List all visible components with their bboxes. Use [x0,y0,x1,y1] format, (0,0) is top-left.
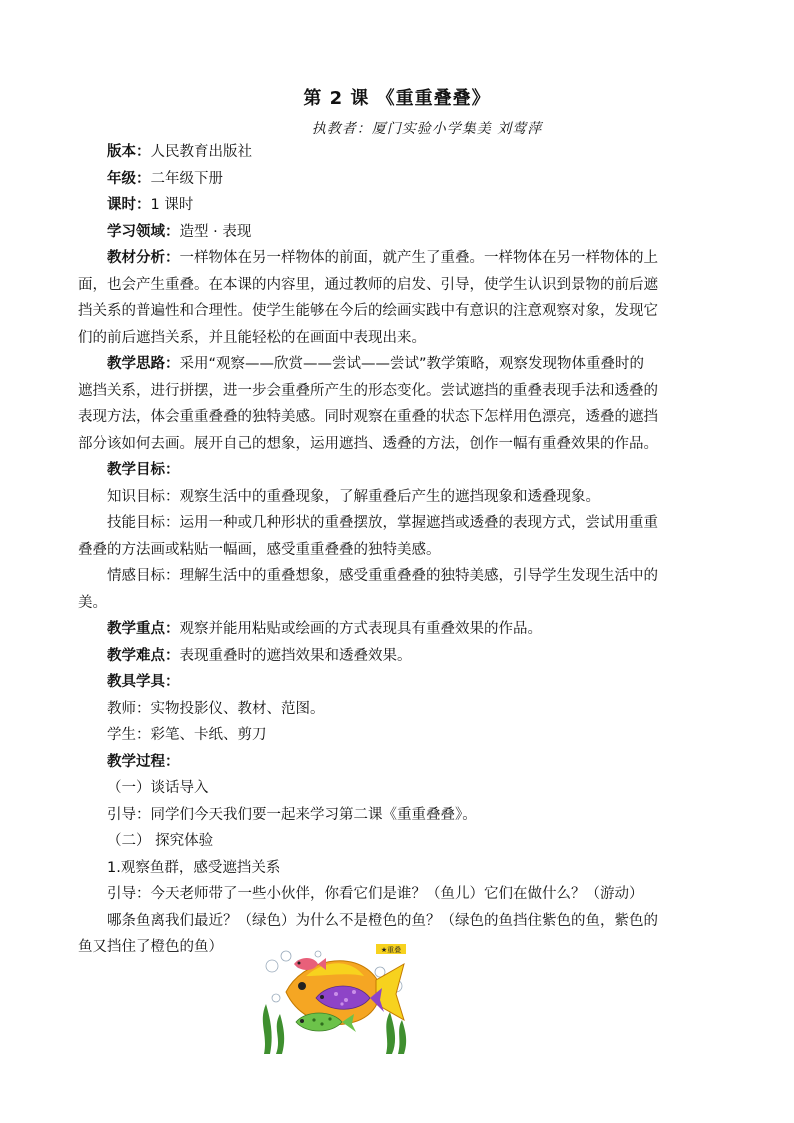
section-label: 教材分析： [107,250,180,266]
meta-domain [107,219,717,246]
section-label: 教学难点： [107,647,180,664]
process-text: 哪条鱼离我们最近？（绿色）为什么不是橙色的鱼？（绿色的鱼挡住紫色的鱼，紫色的 [107,912,658,929]
meta-grade [107,166,717,193]
paragraph-text: 一样物体在另一样物体的前面，就产生了重叠。一样物体在另一样物体的上 [179,250,658,266]
process-step: 1.观察鱼群，感受遮挡关系 [107,859,281,876]
paragraph-text: 表现重叠时的遮挡效果和透叠效果。 [179,647,412,664]
lesson-title: 第 2 课 《重重叠叠》 [303,88,491,109]
process-text: 鱼又挡住了橙色的鱼） [78,939,223,955]
teacher-credit: 执教者：厦门实验小学集美 刘莺萍 [311,121,543,137]
section-label: 教具学具： [107,674,180,690]
lesson-body [78,139,717,961]
paragraph-text: 采用“观察——欣赏——尝试——尝试”教学策略，观察发现物体重叠时的 [179,356,645,372]
meta-value: 二年级下册 [150,170,223,187]
overlapping-fish-illustration [258,942,410,1054]
section-label: 教学重点： [107,621,180,637]
goal-emotion: 情感目标：理解生活中的重叠想象，感受重重叠叠的独特美感，引导学生发现生活中的 [107,568,658,584]
paragraph-text: 面，也会产生重叠。在本课的内容里，通过教师的启发、引导，使学生认识到景物的前后遮 [78,276,658,293]
difficulty-point [107,643,717,670]
paragraph-text: 们的前后遮挡关系，并且能轻松的在画面中表现出来。 [78,329,426,346]
process-text: 引导：今天老师带了一些小伙伴，你看它们是谁？（鱼儿）它们在做什么？（游动） [107,886,644,902]
meta-hours [107,192,717,219]
tools-student: 学生：彩笔、卡纸、剪刀 [107,727,267,743]
process-part-heading: （二） 探究体验 [107,833,214,849]
meta-value: 造型 · 表现 [179,223,252,240]
paragraph-text: 表现方法，体会重重叠叠的独特美感。同时观察在重叠的状态下怎样用色漂亮，透叠的遮挡 [78,409,658,425]
figure-tag-text: ★重叠 [380,946,402,954]
meta-value: 人民教育出版社 [150,144,252,160]
section-label: 教学思路： [107,356,180,372]
meta-value: 1 课时 [150,197,194,213]
goal-skill: 叠叠的方法画或粘贴一幅画，感受重重叠叠的独特美感。 [78,541,441,558]
goal-emotion: 美。 [78,594,107,611]
paragraph-text: 遮挡关系，进行拼摆，进一步会重叠所产生的形态变化。尝试遮挡的重叠表现手法和透叠的 [78,382,658,399]
meta-edition [107,139,717,166]
key-point [107,616,717,643]
section-label: 教学过程： [107,753,180,770]
process-text: 引导：同学们今天我们要一起来学习第二课《重重叠叠》。 [107,806,477,823]
paragraph-text: 部分该如何去画。展开自己的想象，运用遮挡、透叠的方法，创作一幅有重叠效果的作品。 [78,435,658,452]
analysis-paragraph [107,245,717,272]
process-part-heading: （一）谈话导入 [107,780,209,796]
goal-knowledge: 知识目标：观察生活中的重叠现象，了解重叠后产生的遮挡现象和透叠现象。 [107,488,600,505]
paragraph-text: 挡关系的普遍性和合理性。使学生能够在今后的绘画实践中有意识的注意观察对象，发现它 [78,303,658,319]
meta-label: 学习领域： [107,223,180,240]
paragraph-text: 观察并能用粘贴或绘画的方式表现具有重叠效果的作品。 [179,621,542,637]
goal-skill: 技能目标：运用一种或几种形状的重叠摆放，掌握遮挡或透叠的表现方式，尝试用重重 [107,515,658,531]
section-label: 教学目标： [107,462,180,478]
meta-label: 课时： [107,197,151,213]
meta-label: 版本： [107,144,151,160]
thinking-paragraph [107,351,717,378]
meta-label: 年级： [107,170,151,187]
tools-teacher: 教师：实物投影仪、教材、范图。 [107,700,325,717]
